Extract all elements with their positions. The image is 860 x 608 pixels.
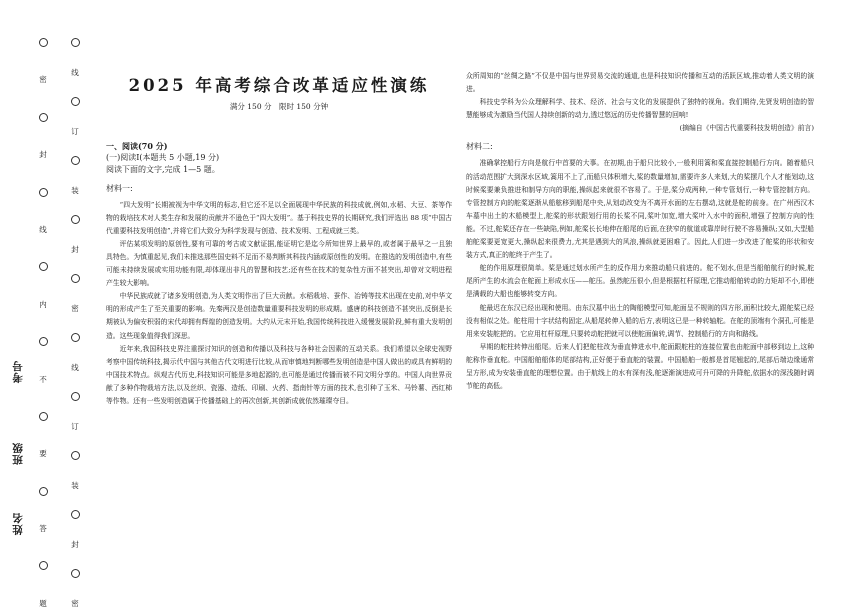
exam-number-field-label: 考号 (12, 360, 24, 383)
binding-char: 线 (71, 67, 79, 77)
binding-char: 答 (39, 524, 47, 534)
binding-circle-icon (71, 569, 80, 578)
binding-circle-icon (39, 412, 48, 421)
binding-circle-icon (71, 274, 80, 283)
name-field-label: 姓名 (12, 512, 24, 535)
paragraph: 评估某项发明的原创性,要有可靠的考古或文献证据,能证明它是迄今所知世界上最早的,或者属于最早之一且独具特色。为慎重起见,我们未推选那些国史料不足而不易判断其科技内涵或原创性的发明。在推选的发明创造中,有些可能未持续发展或实用功能有限,却体现出非凡的智慧和技艺;还有些在技术的复杂性方面不甚突出,却曾对文明进程产生较大影响。 (106, 239, 452, 288)
binding-circle-icon (71, 38, 80, 47)
binding-char: 线 (39, 224, 47, 234)
instruction-text: 阅读下面的文字,完成 1—5 题。 (106, 165, 220, 175)
sealing-line-column-outer (36, 38, 50, 608)
binding-circle-icon (39, 38, 48, 47)
binding-circle-icon (71, 97, 80, 106)
binding-char: 装 (71, 480, 79, 490)
binding-char: 不 (39, 374, 47, 384)
paragraph: 科技史学科为公众理解科学、技术、经济、社会与文化的发展提供了独特的视角。我们期待,先贤发明创造的智慧能够成为激励当代国人持续创新的动力,透过悠远的历史传播智慧的回响! (466, 98, 814, 120)
source-citation: (摘编自《中国古代重要科技发明创造》前言) (679, 124, 814, 133)
binding-char: 封 (71, 244, 79, 254)
binding-char: 封 (71, 539, 79, 549)
paragraph: “四大发明”长期被视为中华文明的标志,但它还不足以全面展现中华民族的科技成就,例如,水稻、大豆、茶等作物的栽培技术对人类生存和发展的贡献并不逊色于“四大发明”。基于科技史界的长期研究,我们评选出 88 项“中国古代重要科技发明创造”,并将它们大致分为科学发现与创造、技术发明、工程成就三类。 (106, 200, 452, 235)
paragraph: 舵最迟在东汉已经出现和使用。由东汉墓中出土的陶船模型可知,舵面呈不规则的四方形,面积比较大,跟舵桨已经没有相似之处。舵柱用十字状结构固定,从船尾转伸入船的后方,表明这已是一种转轴舵。在舵的顶端有个洞孔,可能是用来安装舵把的。它应用杠杆原理,只要转动舵把就可以使舵面偏转,调节、控制船行的方向和路线。 (466, 303, 814, 338)
binding-circle-icon (71, 156, 80, 165)
binding-char: 内 (39, 299, 47, 309)
binding-circle-icon (39, 337, 48, 346)
section-heading: 一、阅读(70 分) (106, 141, 168, 151)
exam-subtitle: 满分 150 分 限时 150 分钟 (229, 102, 329, 111)
binding-circle-icon (71, 333, 80, 342)
exam-title: 2025 年高考综合改革适应性演练 (128, 76, 430, 95)
paragraph: 近年来,我国科技史界注重探讨知识的创造和传播以及科技与各种社会因素的互动关系。我们希望以全球史视野考察中国传统科技,揭示代中国与其他古代文明进行比较,从而审慎地判断哪些发明创造是中国人做出的或具有鲜明的中国技术特点。纵观古代历史,科技知识可能是多地起源的,也可能是通过传播而被不同文明分享的。中国人向世界贡献了多种作物栽培方法,以及丝织、瓷器、造纸、印刷、火药、指南针等方面的技术,也引种了玉米、马铃薯、西红柿等作物。还有一些发明创造属于传播基础上的再次创新,其创新成就依然璀璨夺目。 (106, 344, 452, 406)
binding-circle-icon (71, 215, 80, 224)
binding-circle-icon (39, 561, 48, 570)
paragraph: 准确掌控船行方向是航行中首要的大事。在初期,由于船只比较小,一般利用篙和桨直接控制船行方向。随着船只的活动范围扩大到深水区域,篙用不上了,而船只体积增大,桨的数量增加,需要许多人来划,大的桨摆几个人才能划动,这时候桨要兼负推进和制导方向的职能,操纵起来就很不容易了。于是,桨分成两种,一种专管划行,一种专管控制方向。专管控制方向的舵桨逐渐从船舷移到船尾中央,从划动改变为不离开水面的左右摆动,这就是舵的前身。在广州西汉木车墓中出土的木船模型上,舵桨的形状跟划行用的长桨不同,桨叶加宽,增大桨叶入水中的面积,增强了控制方向的性能。不过,舵桨还存在一些缺陷,例如,舵桨长长地伸在船尾的后面,在狭窄的航道或靠岸时行驶不容易操纵;又如,大型船舶舵桨要更宽更大,操纵起来很费力,尤其是遇到大的风浪,操纵就更困难了。因此,人们进一步改进了舵桨的形状和安装方式,真正的舵终于产生了。 (466, 159, 814, 260)
material-1-title: 材料一: (106, 183, 133, 193)
paragraph: 中华民族成就了诸多发明创造,为人类文明作出了巨大贡献。水稻栽培、蚕作、冶铸等技术出现在史前,对中华文明的形成产生了至关重要的影响。先秦两汉是创造数量重要科技发明的形成期。盛唐的科技创造不甚突出,反倒是长期被认为偏安积弱的宋代却拥有辉煌的创造发明。大约从元末开始,我国传统科技进入缓慢发展阶段,鲜有重大发明创造。这些现象值得我们深思。 (106, 292, 452, 340)
paragraph: 舵的作用原理很简单。桨是通过划水所产生的反作用力来推动船只前进的。舵不划水,但是当船舶航行的时候,舵尾所产生的水流会在舵面上形成水压——舵压。虽然舵压很小,但是根据杠杆原理,它推动船舶转动的力矩却不小,即使是满载的大船也能够转变方向。 (466, 264, 814, 299)
binding-circle-icon (39, 262, 48, 271)
binding-char: 密 (71, 598, 79, 608)
binding-char: 订 (71, 421, 79, 431)
left-column (106, 70, 452, 408)
binding-char: 封 (39, 150, 47, 160)
sealing-line-column-inner (68, 38, 82, 608)
binding-circle-icon (39, 113, 48, 122)
binding-char: 题 (39, 598, 47, 608)
binding-strip (0, 0, 98, 608)
binding-circle-icon (71, 510, 80, 519)
binding-circle-icon (39, 188, 48, 197)
binding-char: 线 (71, 362, 79, 372)
binding-char: 密 (39, 75, 47, 85)
subsection-heading: (一)阅读Ⅰ(本题共 5 小题,19 分) (106, 153, 220, 163)
binding-char: 要 (39, 449, 47, 459)
right-column (466, 70, 814, 393)
class-field-label: 班级 (12, 442, 24, 465)
binding-circle-icon (71, 451, 80, 460)
binding-char: 装 (71, 185, 79, 195)
binding-circle-icon (39, 487, 48, 496)
binding-circle-icon (71, 392, 80, 401)
binding-char: 订 (71, 126, 79, 136)
material-2-title: 材料二: (466, 142, 493, 152)
paragraph: 众所周知的“丝绸之路”不仅是中国与世界贸易交流的通道,也是科技知识传播和互动的活跃区域,推动着人类文明的演进。 (466, 72, 814, 94)
binding-char: 密 (71, 303, 79, 313)
paragraph: 早期的舵柱转伸出船尾。后来人们把舵柱改为垂直伸进水中,舵面跟舵柱的连接位置也由舵面中部移到边上,这种舵称作垂直舵。中国船舶船体的尾部结构,正好便于垂直舵的装置。中国船舶一般都是首尾翘起的,尾部后端边缘通常呈方形,成为安装垂直舵的理想位置。由于航线上的水有深有浅,舵逐渐演进成可升可降的升降舵,依据水的深浅随时调节舵的高低。 (466, 342, 814, 391)
